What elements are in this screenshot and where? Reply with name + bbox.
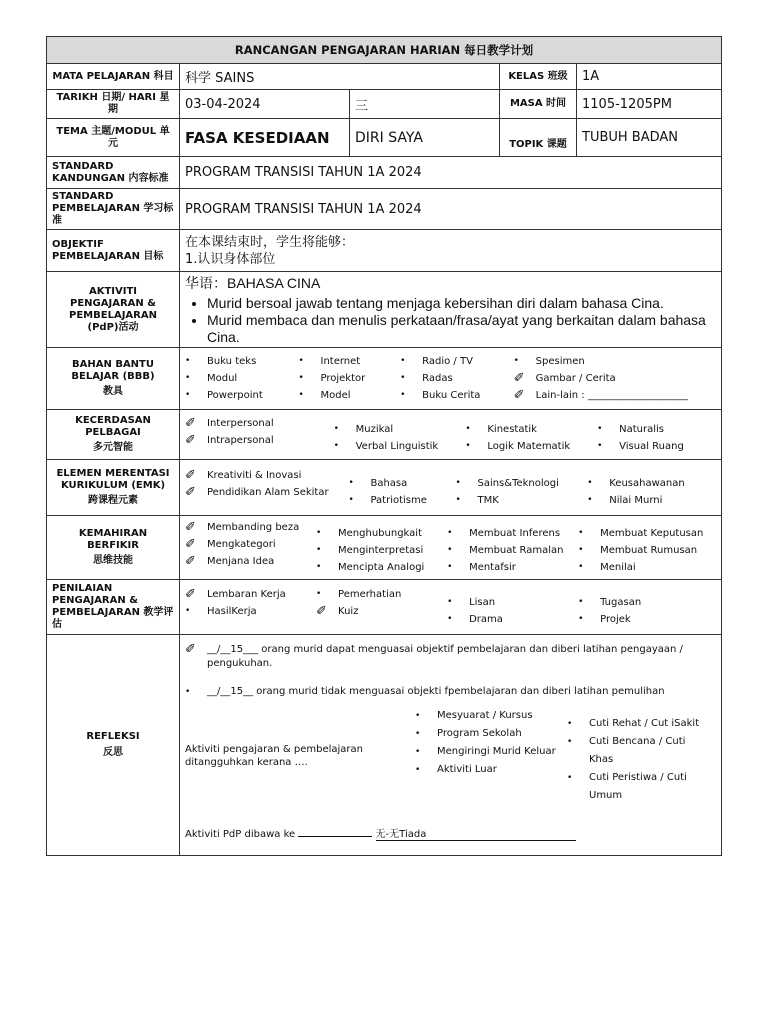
bullet-icon: • (185, 373, 191, 383)
bbb-option[interactable] (299, 353, 401, 370)
reflection-mastered-text: __/__15___ orang murid dapat menguasai objektif pembelajaran dan diberi latihan pengayaan / pengukuhan. (207, 644, 683, 669)
bullet-icon: • (185, 606, 191, 616)
postponed-reasons-a (415, 707, 567, 805)
bullet-icon: • (316, 562, 322, 572)
bbb-option[interactable] (299, 387, 401, 404)
penilaian-option[interactable] (316, 586, 447, 603)
emk-option-label: Nilai Murni (609, 494, 663, 506)
penilaian-column (185, 586, 316, 628)
topic-label: TOPIK 课题 (500, 119, 577, 157)
teaching-aids-label-text: BAHAN BANTU BELAJAR (BBB) (71, 359, 155, 382)
kemahiran-option[interactable] (578, 559, 716, 576)
pencil-check-icon: ✐ (185, 587, 196, 602)
carried-over-prefix: Aktiviti PdP dibawa ke (185, 829, 296, 840)
emk-option[interactable] (348, 492, 455, 509)
kemahiran-option[interactable] (447, 542, 578, 559)
multiple-intelligence-label-cn: 多元智能 (93, 442, 133, 453)
bbb-option-label: Lain-lain : ____________________ (535, 390, 688, 401)
thinking-skills-label-text: KEMAHIRAN BERFIKIR (78, 528, 148, 551)
activity-item: • Murid bersoal jawab tentang menjaga kebersihan diri dalam bahasa Cina. (207, 295, 716, 312)
bullet-icon: • (578, 545, 584, 555)
bbb-column (299, 353, 401, 404)
bullet-icon: • (455, 477, 461, 488)
bullet-icon: • (298, 373, 304, 383)
bullet-icon: • (447, 562, 453, 572)
kemahiran-option-label: Menginterpretasi (338, 545, 424, 556)
class-value: 1A (577, 64, 722, 90)
pencil-check-icon: ✐ (185, 432, 196, 448)
emk-option[interactable] (587, 475, 716, 492)
multiple-intelligence-options (180, 410, 722, 460)
kemahiran-option[interactable] (185, 536, 316, 553)
kecerdasan-option[interactable] (597, 421, 716, 438)
assessment-label: PENILAIAN PENGAJARAN & PEMBELAJARAN 教学评估 (47, 580, 180, 635)
kecerdasan-option-label: Naturalis (619, 423, 665, 435)
thinking-skills-options (180, 516, 722, 580)
assessment-options (180, 580, 722, 635)
bbb-option[interactable] (400, 353, 514, 370)
multiple-intelligence-label-text: KECERDASAN PELBAGAI (75, 415, 151, 438)
kemahiran-column (578, 519, 716, 576)
bullet-icon: • (513, 356, 519, 366)
emk-option-label: Bahasa (370, 477, 408, 489)
emk-column (185, 467, 348, 509)
postponed-reason[interactable] (415, 743, 567, 761)
emk-option[interactable] (587, 492, 716, 509)
time-label: MASA 时间 (500, 90, 577, 119)
penilaian-option[interactable] (316, 603, 447, 620)
kemahiran-option-label: Membanding beza (207, 522, 300, 533)
bullet-icon: • (447, 528, 453, 538)
kecerdasan-option-label: Visual Ruang (619, 440, 684, 452)
emk-label-cn: 跨课程元素 (88, 495, 138, 506)
reflection-line-mastered (185, 643, 716, 671)
bbb-option[interactable] (299, 370, 401, 387)
bullet-icon: • (578, 528, 584, 538)
reflection-label (47, 635, 180, 856)
kecerdasan-option[interactable] (465, 438, 597, 455)
bullet-icon: • (185, 390, 191, 400)
penilaian-option-label: Lisan (469, 597, 496, 608)
pencil-check-icon: ✐ (185, 467, 196, 483)
reflection-content (180, 635, 722, 856)
kemahiran-option-label: Membuat Keputusan (600, 528, 704, 539)
bullet-icon: • (447, 545, 453, 555)
kecerdasan-option-label: Intrapersonal (207, 434, 274, 446)
bbb-option-label: Powerpoint (207, 390, 263, 401)
emk-option-label: Pendidikan Alam Sekitar (207, 486, 329, 498)
activity-item: • Murid membaca dan menulis perkataan/frasa/ayat yang berkaitan dalam bahasa Cina. (207, 312, 716, 346)
carried-over-value[interactable]: 无-无Tiada (376, 825, 576, 841)
penilaian-option-label: Kuiz (338, 606, 359, 617)
bullet-icon: • (578, 562, 584, 572)
date-label: TARIKH 日期/ HARI 星期 (47, 90, 180, 119)
penilaian-option[interactable] (447, 594, 578, 611)
bullet-icon: • (597, 423, 603, 434)
kemahiran-option-label: Mencipta Analogi (338, 562, 425, 573)
bullet-icon: • (567, 737, 573, 747)
emk-option[interactable] (185, 467, 348, 484)
objective-label: OBJEKTIF PEMBELAJARAN 目标 (47, 230, 180, 272)
activity-value (180, 272, 722, 348)
kemahiran-option[interactable] (316, 559, 447, 576)
subject-label: MATA PELAJARAN 科目 (47, 64, 180, 90)
kemahiran-option-label: Menjana Idea (207, 556, 275, 567)
bullet-icon: • (415, 729, 421, 739)
kemahiran-option[interactable] (316, 525, 447, 542)
emk-option[interactable] (455, 492, 587, 509)
bullet-icon: • (333, 423, 339, 434)
bbb-option-label: Buku Cerita (422, 390, 481, 401)
postponed-reason-label: Mesyuarat / Kursus (437, 710, 533, 721)
time-value: 1105-1205PM (577, 90, 722, 119)
thinking-skills-label (47, 516, 180, 580)
bbb-option-label: Buku teks (207, 356, 257, 367)
postponed-reason-label: Cuti Bencana / Cuti Khas (589, 736, 686, 765)
bbb-option-label: Modul (207, 373, 238, 384)
bbb-option[interactable] (400, 370, 514, 387)
pencil-check-icon: ✐ (185, 554, 196, 569)
bullet-icon: • (465, 423, 471, 434)
bullet-icon: • (333, 440, 339, 451)
pencil-check-icon: ✐ (185, 520, 196, 535)
content-standard-value: PROGRAM TRANSISI TAHUN 1A 2024 (180, 157, 722, 189)
bbb-column (514, 353, 716, 404)
penilaian-option[interactable] (185, 603, 316, 620)
emk-option-label: Keusahawanan (609, 477, 685, 489)
postponed-reason[interactable] (567, 769, 707, 805)
emk-option-label: Patriotisme (370, 494, 427, 506)
bullet-icon: • (597, 440, 603, 451)
module-value: DIRI SAYA (350, 119, 500, 157)
emk-option[interactable] (185, 484, 348, 501)
emk-label-text: ELEMEN MERENTASI KURIKULUM (EMK) (56, 468, 170, 491)
kemahiran-option-label: Mentafsir (469, 562, 516, 573)
document-title: RANCANGAN PENGAJARAN HARIAN 每日教学计划 (47, 37, 722, 64)
penilaian-option[interactable] (578, 594, 716, 611)
postponed-reasons-b (567, 707, 707, 805)
bullet-icon: • (415, 747, 421, 757)
activity-list (185, 295, 716, 346)
pencil-check-icon: ✐ (316, 604, 327, 619)
bbb-option[interactable] (400, 387, 514, 404)
kecerdasan-option[interactable] (334, 438, 466, 455)
postponed-reason[interactable] (567, 715, 707, 733)
bbb-option-label: Spesimen (535, 356, 585, 367)
date-value: 03-04-2024 (180, 90, 350, 119)
bullet-icon: • (400, 390, 406, 400)
bbb-column (400, 353, 514, 404)
kecerdasan-option-label: Verbal Linguistik (355, 440, 439, 452)
bbb-option[interactable] (185, 387, 299, 404)
bullet-icon: • (316, 589, 322, 599)
kemahiran-option-label: Membuat Ramalan (469, 545, 564, 556)
kecerdasan-column (334, 415, 466, 455)
bullet-icon: • (298, 356, 304, 366)
kemahiran-option[interactable] (447, 559, 578, 576)
kecerdasan-column (597, 415, 716, 455)
postponed-reason[interactable] (415, 725, 567, 743)
kemahiran-column (185, 519, 316, 576)
postponed-reason[interactable] (415, 761, 567, 779)
postponed-section (185, 707, 716, 805)
teaching-aids-options (180, 348, 722, 410)
bullet-icon: • (447, 614, 453, 624)
bullet-icon: • (447, 597, 453, 607)
kemahiran-option-label: Menilai (600, 562, 636, 573)
postponed-reason-label: Cuti Rehat / Cut iSakit (589, 718, 700, 729)
bbb-option-label: Model (320, 390, 351, 401)
bullet-icon: • (185, 356, 191, 366)
emk-column (348, 467, 455, 509)
penilaian-option-label: Lembaran Kerja (207, 589, 286, 600)
emk-option-label: Kreativiti & Inovasi (207, 469, 302, 481)
content-standard-label: STANDARD KANDUNGAN 内容标准 (47, 157, 180, 189)
penilaian-option-label: Drama (469, 614, 503, 625)
postponed-text: Aktiviti pengajaran & pembelajaran ditangguhkan kerana …. (185, 744, 363, 768)
bullet-icon: • (316, 545, 322, 555)
bbb-column (185, 353, 299, 404)
multiple-intelligence-label (47, 410, 180, 460)
class-label: KELAS 班级 (500, 64, 577, 90)
bullet-icon: • (587, 477, 593, 488)
learning-standard-value: PROGRAM TRANSISI TAHUN 1A 2024 (180, 189, 722, 230)
bullet-icon: • (587, 494, 593, 505)
kemahiran-option[interactable] (447, 525, 578, 542)
bullet-icon: • (348, 477, 354, 488)
reflection-not-mastered-text: __/__15__ orang murid tidak menguasai objekti fpembelajaran dan diberi latihan pemulihan (207, 686, 665, 697)
bullet-icon: • (316, 528, 322, 538)
reflection-label-text: REFLEKSI (86, 731, 140, 742)
kemahiran-option[interactable] (578, 542, 716, 559)
teaching-aids-label-cn: 教具 (103, 386, 123, 397)
postponed-reason-label: Program Sekolah (437, 728, 522, 739)
penilaian-column (447, 586, 578, 628)
bullet-icon: • (400, 356, 406, 366)
carried-over-blank[interactable] (298, 836, 372, 837)
emk-column (587, 467, 716, 509)
kemahiran-column (316, 519, 447, 576)
daily-lesson-plan-table (46, 36, 722, 856)
kemahiran-option-label: Membuat Rumusan (600, 545, 698, 556)
emk-options (180, 460, 722, 516)
bullet-icon: • (348, 494, 354, 505)
subject-value: 科学 SAINS (180, 64, 500, 90)
emk-option[interactable] (455, 475, 587, 492)
penilaian-option[interactable] (578, 611, 716, 628)
kecerdasan-option[interactable] (185, 415, 334, 432)
kecerdasan-option-label: Kinestatik (487, 423, 537, 435)
objective-line-2: 1.认识身体部位 (185, 251, 276, 267)
kecerdasan-option[interactable] (597, 438, 716, 455)
kecerdasan-option[interactable] (185, 432, 334, 449)
learning-standard-label: STANDARD PEMBELAJARAN 学习标准 (47, 189, 180, 230)
kecerdasan-option[interactable] (465, 421, 597, 438)
kemahiran-option[interactable] (316, 542, 447, 559)
postponed-reason-label: Mengiringi Murid Keluar (437, 746, 556, 757)
emk-column (455, 467, 587, 509)
postponed-reason[interactable] (567, 733, 707, 769)
kecerdasan-option-label: Interpersonal (207, 417, 274, 429)
bullet-icon: • (415, 765, 421, 775)
bbb-option-label: Radas (422, 373, 453, 384)
emk-option-label: Sains&Teknologi (477, 477, 559, 489)
thinking-skills-label-cn: 思维技能 (93, 555, 133, 566)
penilaian-option[interactable] (447, 611, 578, 628)
penilaian-option-label: Projek (600, 614, 631, 625)
emk-option[interactable] (348, 475, 455, 492)
reflection-line-not-mastered (185, 683, 716, 701)
postponed-reason-label: Aktiviti Luar (437, 764, 497, 775)
postponed-reason[interactable] (415, 707, 567, 725)
bbb-option-label: Internet (320, 356, 361, 367)
kemahiran-option-label: Menghubungkait (338, 528, 422, 539)
pencil-check-icon: ✐ (513, 371, 525, 386)
kecerdasan-option-label: Muzikal (355, 423, 394, 435)
activity-heading: 华语：BAHASA CINA (185, 275, 321, 291)
objective-value (180, 230, 722, 272)
emk-label (47, 460, 180, 516)
kemahiran-option-label: Mengkategori (207, 539, 276, 550)
pencil-check-icon: ✐ (185, 642, 196, 657)
day-value: 三 (350, 90, 500, 119)
bullet-icon: • (578, 614, 584, 624)
kecerdasan-option-label: Logik Matematik (487, 440, 571, 452)
bullet-icon: • (298, 390, 304, 400)
emk-option-label: TMK (477, 494, 499, 506)
bbb-option[interactable] (185, 353, 299, 370)
pencil-check-icon: ✐ (185, 415, 196, 431)
kecerdasan-column (185, 415, 334, 455)
carried-over-line (185, 825, 716, 841)
kemahiran-option[interactable] (578, 525, 716, 542)
objective-line-1: 在本课结束时，学生将能够： (185, 234, 355, 250)
activity-label: AKTIVITI PENGAJARAN & PEMBELAJARAN (PdP)活动 (47, 272, 180, 348)
kemahiran-option-label: Membuat Inferens (469, 528, 561, 539)
kemahiran-option[interactable] (185, 519, 316, 536)
bbb-option-label: Projektor (320, 373, 366, 384)
pencil-check-icon: ✐ (185, 537, 196, 552)
penilaian-option-label: HasilKerja (207, 606, 257, 617)
penilaian-column (316, 586, 447, 628)
kecerdasan-option[interactable] (334, 421, 466, 438)
kecerdasan-column (465, 415, 597, 455)
kemahiran-option[interactable] (185, 553, 316, 570)
penilaian-column (578, 586, 716, 628)
penilaian-option[interactable] (185, 586, 316, 603)
topic-value: TUBUH BADAN (577, 119, 722, 157)
bbb-option-label: Gambar / Cerita (535, 373, 616, 384)
bbb-option-label: Radio / TV (422, 356, 473, 367)
bullet-icon: • (465, 440, 471, 451)
bullet-icon: • (567, 719, 573, 729)
bbb-option[interactable] (185, 370, 299, 387)
bullet-icon: • (415, 711, 421, 721)
postponed-reason-label: Cuti Peristiwa / Cuti Umum (589, 772, 687, 801)
bullet-icon: • (400, 373, 406, 383)
bbb-option[interactable] (514, 353, 716, 370)
bullet-icon: • (455, 494, 461, 505)
theme-value: FASA KESEDIAAN (180, 119, 350, 157)
pencil-check-icon: ✐ (513, 388, 525, 403)
theme-label: TEMA 主题/MODUL 单元 (47, 119, 180, 157)
kemahiran-column (447, 519, 578, 576)
bbb-option[interactable] (514, 387, 716, 404)
pencil-check-icon: ✐ (185, 484, 196, 500)
penilaian-option-label: Pemerhatian (338, 589, 402, 600)
bullet-icon: • (185, 687, 191, 697)
bullet-icon: • (567, 773, 573, 783)
penilaian-option-label: Tugasan (600, 597, 642, 608)
reflection-label-cn: 反思 (103, 747, 123, 758)
teaching-aids-label (47, 348, 180, 410)
bullet-icon: • (578, 597, 584, 607)
bbb-option[interactable] (514, 370, 716, 387)
